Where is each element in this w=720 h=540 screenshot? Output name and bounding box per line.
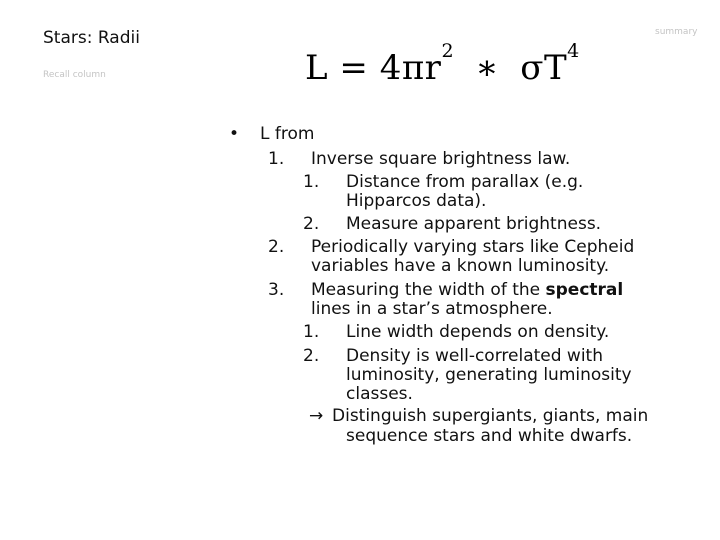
arrow-right-icon: → — [309, 406, 324, 426]
slide-title: Stars: Radii — [43, 28, 140, 48]
item-2-line1: Periodically varying stars like Cepheid — [311, 237, 635, 257]
item-3-2-line2: luminosity, generating luminosity — [346, 365, 632, 385]
conclusion-line2: sequence stars and white dwarfs. — [346, 426, 633, 446]
luminosity-formula — [305, 40, 580, 88]
bullet-dot: • — [229, 124, 240, 144]
formula-equals: = — [339, 48, 369, 88]
item-3-line1: Measuring the width of the spectral — [311, 280, 624, 300]
item-1-text: Inverse square brightness law. — [311, 149, 571, 169]
formula-times: ∗ — [475, 48, 499, 88]
item-1-1-line2: Hipparcos data). — [346, 191, 487, 211]
item-3-2-line3: classes. — [346, 384, 413, 404]
formula-L: L — [305, 48, 329, 88]
item-1-1-number: 1. — [303, 172, 320, 192]
item-3-1-text: Line width depends on density. — [346, 322, 610, 342]
formula-sigma-t: σT — [520, 48, 568, 88]
formula-exponent-2: 2 — [441, 40, 455, 62]
item-3-line2: lines in a star’s atmosphere. — [311, 299, 553, 319]
summary-label: summary — [655, 27, 698, 37]
item-1-2-text: Measure apparent brightness. — [346, 214, 602, 234]
item-3-2-line1: Density is well-correlated with — [346, 346, 604, 366]
item-3-2-number: 2. — [303, 346, 320, 366]
spectral-emphasis: spectral — [545, 280, 624, 300]
item-1-1-line1: Distance from parallax (e.g. — [346, 172, 584, 192]
item-2-line2: variables have a known luminosity. — [311, 256, 610, 276]
item-3-1-number: 1. — [303, 322, 320, 342]
item-1-2-number: 2. — [303, 214, 320, 234]
item-2-number: 2. — [268, 237, 285, 257]
conclusion-line1: Distinguish supergiants, giants, main — [332, 406, 649, 426]
bullet-heading: L from — [260, 124, 315, 144]
formula-exponent-4: 4 — [567, 40, 580, 62]
formula-coefficient: 4πr — [379, 48, 442, 88]
item-3-number: 3. — [268, 280, 285, 300]
item-1-number: 1. — [268, 149, 285, 169]
recall-column-label: Recall column — [43, 70, 106, 80]
